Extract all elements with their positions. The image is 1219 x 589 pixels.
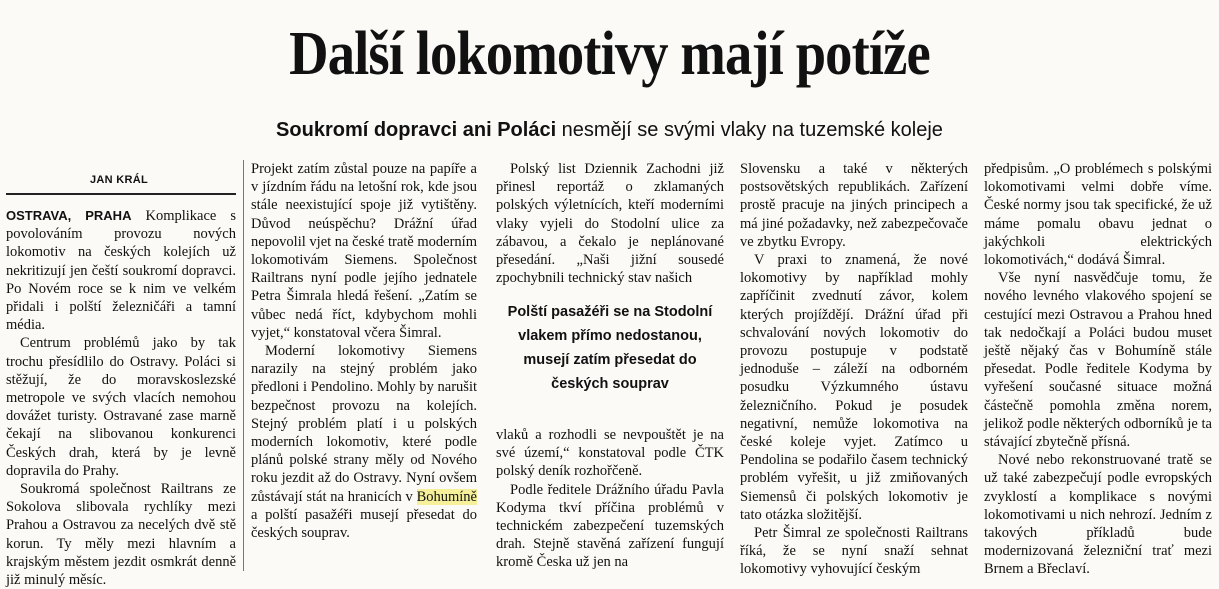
paragraph: vlaků a rozhodli se nevpouštět je na své území,“ konstatoval podle ČTK polský deník rozhořčeně. [496, 427, 724, 480]
paragraph-text: Komplikace s povolováním provozu nových lokomotiv na českých kolejích už nekritizují jen čeští soukromí dopravci. Po Novém roce se k nim ve velkém přidali i polští železničáři a tamní média. [6, 208, 236, 334]
paragraph: Vše nyní nasvědčuje tomu, že nového levného vlakového spojení se cestující mezi Ostravou a Prahou hned tak nedočkají a Poláci budou muset ještě nějaký čas v Bohumíně stále přesedat. Podle ředitele Kodyma by vyřešení současné situace možná částečně pomohla změna norem, jelikož podle některých odborníků je ta stávající zbytečně přísná. [984, 270, 1212, 451]
dateline: OSTRAVA, PRAHA [6, 208, 132, 223]
paragraph: Centrum problémů jako by tak trochu přesídlilo do Ostravy. Poláci si stěžují, že do moravskoslezské metropole ve svých vlacích nemohou dovážet turisty. Ostravané zase marně čekají na slibovanou konkurenci Českých drah, která by je levně dopravila do Prahy. [6, 335, 236, 479]
paragraph: Podle ředitele Drážního úřadu Pavla Kodyma tkví příčina problémů v technickém zabezpečení tuzemských drah. Stejně stavěná zařízení fungují kromě Česka už jen na [496, 481, 724, 571]
paragraph: V praxi to znamená, že nové lokomotivy by například mohly zapříčinit zvednutí závor, kolem kterých projíždějí. Drážní úřad při schvalování nových lokomotiv do provozu postupuje v podstatě jednoduše – záleží na odborném posudku Výzkumného ústavu železničního. Pokud je posudek negativní, nemůže lokomotiva na české koleje vyjet. Zatímco u Pendolina se podařilo časem technický problém vyřešit, u již zmiňovaných Siemensů či polských lokomotiv je tato otázka složitější. [740, 252, 968, 523]
pull-quote: Polští pasažéři se na Stodolní vlakem přímo nedostanou, musejí zatím přesedat do českých souprav [507, 304, 713, 392]
paragraph: Petr Šimral ze společnosti Railtrans říká, že se nyní snaží sehnat lokomotivy vyhovující českým [740, 525, 968, 578]
byline-rule [6, 193, 236, 195]
paragraph: Polský list Dziennik Zachodni již přinesl reportáž o zklamaných polských výletnících, kteří moderními vlaky vyjeli do Stodolní ulice za zábavou, a čekalo je neplánované přesedání. „Naši jižní sousedé zpochybnili technický stav našich [496, 161, 724, 287]
article-column-3-continued [496, 426, 724, 572]
subhead-rest: nesmějí se svými vlaky na tuzemské koleje [556, 119, 943, 141]
paragraph-text: a polští pasažéři musejí přesedat do českých souprav. [251, 506, 477, 542]
headline: Další lokomotivy mají potíže [289, 20, 930, 88]
article-column-2 [251, 160, 477, 542]
paragraph: Nové nebo rekonstruované tratě se už také zabezpečují podle evropských zvyklostí a komplikace s novými lokomotivami u nich nehrozí. Jedním z takových příkladů bude modernizovaná železniční trať mezi Brnem a Břeclaví. [984, 452, 1212, 578]
paragraph: předpisům. „O problémech s polskými lokomotivami velmi dobře víme. České normy jsou tak specifické, že už máme pomalu obavu jednat o jakýchkoli elektrických lokomotivách,“ dodává Šimral. [984, 161, 1212, 269]
paragraph [6, 207, 236, 334]
paragraph: Soukromá společnost Railtrans ze Sokolova slibovala rychlíky mezi Prahou a Ostravou za necelých dvě stě korun. Ty měly mezi hlavním a krajským městem jezdit osmkrát denně již minulý měsíc. [6, 481, 236, 589]
paragraph: Projekt zatím zůstal pouze na papíře a v jízdním řádu na letošní rok, kde jsou stále neexistující spoje již vytištěny. Důvod neúspěchu? Drážní úřad nepovolil vjet na české tratě moderním lokomotivám Siemens. Společnost Railtrans nyní podle jejího jednatele Petra Šimrala hledá řešení. „Zatím se vůbec nedá říct, kdybychom mohli vyjet,“ konstatoval včera Šimral. [251, 161, 477, 341]
paragraph-text: Moderní lokomotivy Siemens narazily na stejný problém jako předloni i Pendolino. Mohly by narušit bezpečnost provozu na kolejích. Stejný problém platí i u polských moderních lokomotiv, které podle plánů polské strany měly od Nového roku jezdit až do Ostravy. Nyní ovšem zůstávají stát na hranicích v [251, 343, 477, 505]
highlighted-word: Bohumíně [416, 488, 477, 505]
subhead-bold: Soukromí dopravci ani Poláci [276, 119, 557, 141]
paragraph: Slovensku a také v některých postsovětských republikách. Zařízení prostě pracuje na jiných principech a má jiné požadavky, než zabezpečovače ve zbytku Evropy. [740, 161, 968, 250]
subheadline [0, 116, 1219, 144]
article-column-5 [984, 160, 1212, 579]
article-column-4 [740, 160, 968, 579]
byline: JAN KRÁL [90, 174, 149, 186]
article-column-3 [496, 160, 724, 287]
article-column-1 [6, 207, 236, 589]
column-divider [243, 160, 244, 571]
paragraph [251, 342, 477, 542]
